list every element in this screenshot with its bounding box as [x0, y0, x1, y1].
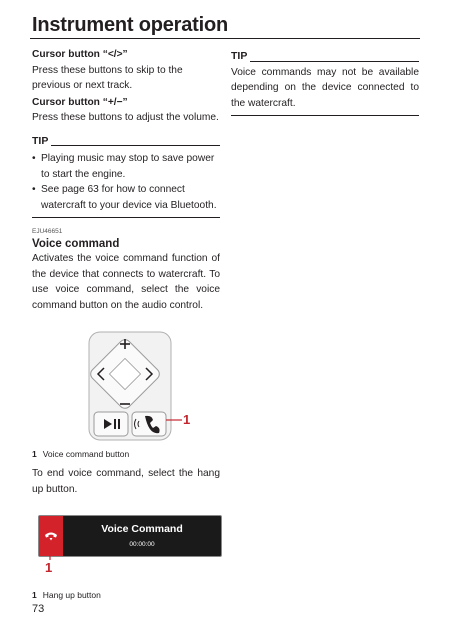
callout-number: 1 [183, 412, 191, 427]
volume-heading: Cursor button “+/−” [32, 96, 128, 108]
audio-control-figure [32, 330, 220, 442]
voice-command-button[interactable] [132, 412, 166, 436]
voice-command-screen [38, 515, 222, 557]
reference-code: EJU46651 [32, 228, 63, 235]
caption-number: 1 [32, 449, 37, 459]
cursor-body: Press these buttons to skip to the previous or next track. [32, 64, 183, 91]
title-rule [30, 38, 420, 39]
tip-heading [32, 134, 220, 150]
right-column [231, 47, 419, 116]
tip-label: TIP [32, 134, 49, 147]
callout-number: 1 [45, 560, 53, 575]
caption-number: 1 [32, 590, 37, 600]
screen-title: Voice Command [101, 523, 183, 535]
tip-end-rule [231, 115, 419, 116]
hang-up-icon [44, 530, 58, 542]
figure2-caption [32, 589, 220, 601]
page-title: Instrument operation [32, 14, 229, 36]
tip-rule [51, 145, 220, 146]
caption-text: Hang up button [42, 590, 101, 600]
tip-label: TIP [231, 50, 248, 62]
volume-body: Press these buttons to adjust the volume. [32, 112, 219, 123]
caption-text: Voice command button [42, 449, 130, 459]
audio-control-illustration [32, 330, 220, 442]
figure1-caption [32, 448, 220, 460]
voice-command-screen-figure [32, 515, 220, 577]
tip-item: • See page 63 for how to connect watercraft to your device via Bluetooth. [32, 182, 220, 213]
play-pause-button[interactable] [94, 412, 128, 436]
left-column [32, 47, 220, 601]
tip-item: • Playing music may stop to save power to start the engine. [32, 151, 220, 182]
call-timer: 00:00:00 [129, 541, 155, 548]
tip-heading [231, 49, 419, 65]
hang-up-button[interactable] [39, 516, 63, 556]
end-body: To end voice command, select the hang up button. [32, 468, 220, 495]
tip-body: Voice commands may not be available depending on the device connected to the watercraft. [231, 66, 419, 109]
tip-list [32, 151, 220, 213]
section-title: Voice command [32, 238, 120, 250]
page-number: 73 [32, 603, 45, 615]
cursor-heading: Cursor button “</>” [32, 49, 128, 60]
section-body: Activates the voice command function of the device that connects to watercraft. To use voice command, select the voice command button on the audio control. [32, 253, 220, 311]
tip-rule [250, 61, 419, 62]
tip-end-rule [32, 217, 220, 218]
